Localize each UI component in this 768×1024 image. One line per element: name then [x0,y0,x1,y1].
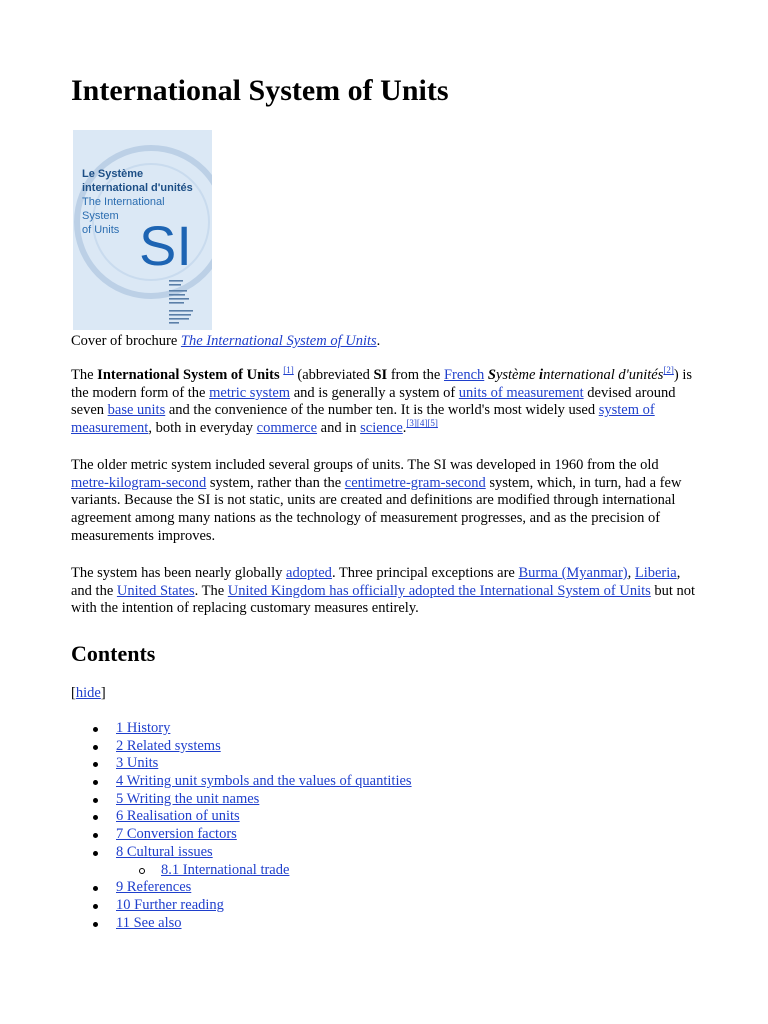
image-caption: Cover of brochure The International System of Units. [71,333,381,349]
toc-item [71,808,412,826]
adopted-link[interactable]: adopted [286,565,332,581]
toc-link-history[interactable]: 1 History [116,720,171,736]
ref-2-link[interactable]: [2] [663,365,674,375]
toc-link-further-reading[interactable]: 10 Further reading [116,896,224,913]
toc-item [71,738,412,756]
page-title: International System of Units [71,74,449,107]
toc-subitem [71,862,412,880]
uk-adoption-link[interactable]: United Kingdom has officially adopted the International System of Units [227,582,651,599]
toc-link-writing-names[interactable]: 5 Writing the unit names [116,790,260,807]
brochure-link[interactable]: The International System of Units [180,333,377,349]
toc-item [71,826,412,844]
cgs-link[interactable]: centimetre-gram-second [344,474,486,491]
toc-link-see-also[interactable]: 11 See also [116,914,182,931]
cover-si-logo: SI [139,214,192,277]
table-of-contents [71,720,412,932]
toc-link-related-systems[interactable]: 2 Related systems [116,737,221,754]
commerce-link[interactable]: commerce [256,420,318,437]
hide-toc-link[interactable]: hide [75,685,101,701]
toc-item [71,915,412,933]
toc-item [71,791,412,809]
cover-line-3: The International [82,196,165,208]
system-of-measurement-link[interactable]: system of measurement [71,402,655,437]
ref-1-link[interactable]: [1] [283,365,294,375]
cover-line-4: System [82,210,119,222]
toc-item [71,773,412,791]
toc-link-realisation[interactable]: 6 Realisation of units [116,808,240,825]
toc-link-conversion[interactable]: 7 Conversion factors [116,826,237,843]
term-si: SI [373,367,388,383]
toc-link-units[interactable]: 3 Units [116,755,159,772]
toc-item [71,844,412,862]
toc-link-writing-symbols[interactable]: 4 Writing unit symbols and the values of quantities [116,773,412,790]
cover-line-5: of Units [82,224,120,236]
toc-toggle: [hide] [71,685,106,701]
older-system-paragraph: The older metric system included several groups of units. The SI was developed in 1960 from the old metre-kilogram-second system, rather than the centimetre-gram-second system, which, in turn, had a few variants. Because the SI is not static, units are created and definitions are modified through international agreement among many nations as the technology of measurement progresses, and as the precision of measurements improves. [71,457,682,544]
contents-heading: Contents [71,641,156,666]
base-units-link[interactable]: base units [107,402,166,419]
united-states-link[interactable]: United States [116,582,195,599]
liberia-link[interactable]: Liberia [634,565,677,581]
ref-3-5-link[interactable]: [3][4][5] [406,418,438,429]
adoption-paragraph: The system has been nearly globally adopted. Three principal exceptions are Burma (Myanmar), Liberia, and the United States. The United Kingdom has officially adopted the International System of Units but not with the intention of replacing customary measures entirely. [71,565,696,617]
units-of-measurement-link[interactable]: units of measurement [458,384,584,401]
french-link[interactable]: French [443,367,485,383]
mks-link[interactable]: metre-kilogram-second [71,474,207,491]
term-si-name: International System of Units [97,367,280,383]
toc-item [71,879,412,897]
toc-item [71,720,412,738]
toc-item [71,755,412,773]
science-link[interactable]: science [360,420,403,437]
toc-item [71,897,412,915]
toc-link-references[interactable]: 9 References [116,879,192,896]
toc-link-international-trade[interactable]: 8.1 International trade [161,861,290,878]
intro-paragraph: The International System of Units [1] (abbreviated SI from the French Système international d'unités[2]) is the modern form of the metric system and is generally a system of units of measurement devised around seven base units and the convenience of the number ten. It is the world's most widely used system of measurement, both in everyday commerce and in science.[3][4][5] [71,365,692,437]
burma-link[interactable]: Burma (Myanmar) [518,565,628,581]
cover-line-2: international d'unités [82,182,193,194]
metric-system-link[interactable]: metric system [209,384,291,401]
brochure-cover-image [73,130,212,330]
cover-line-1: Le Système [82,168,144,180]
toc-link-cultural[interactable]: 8 Cultural issues [116,843,213,860]
